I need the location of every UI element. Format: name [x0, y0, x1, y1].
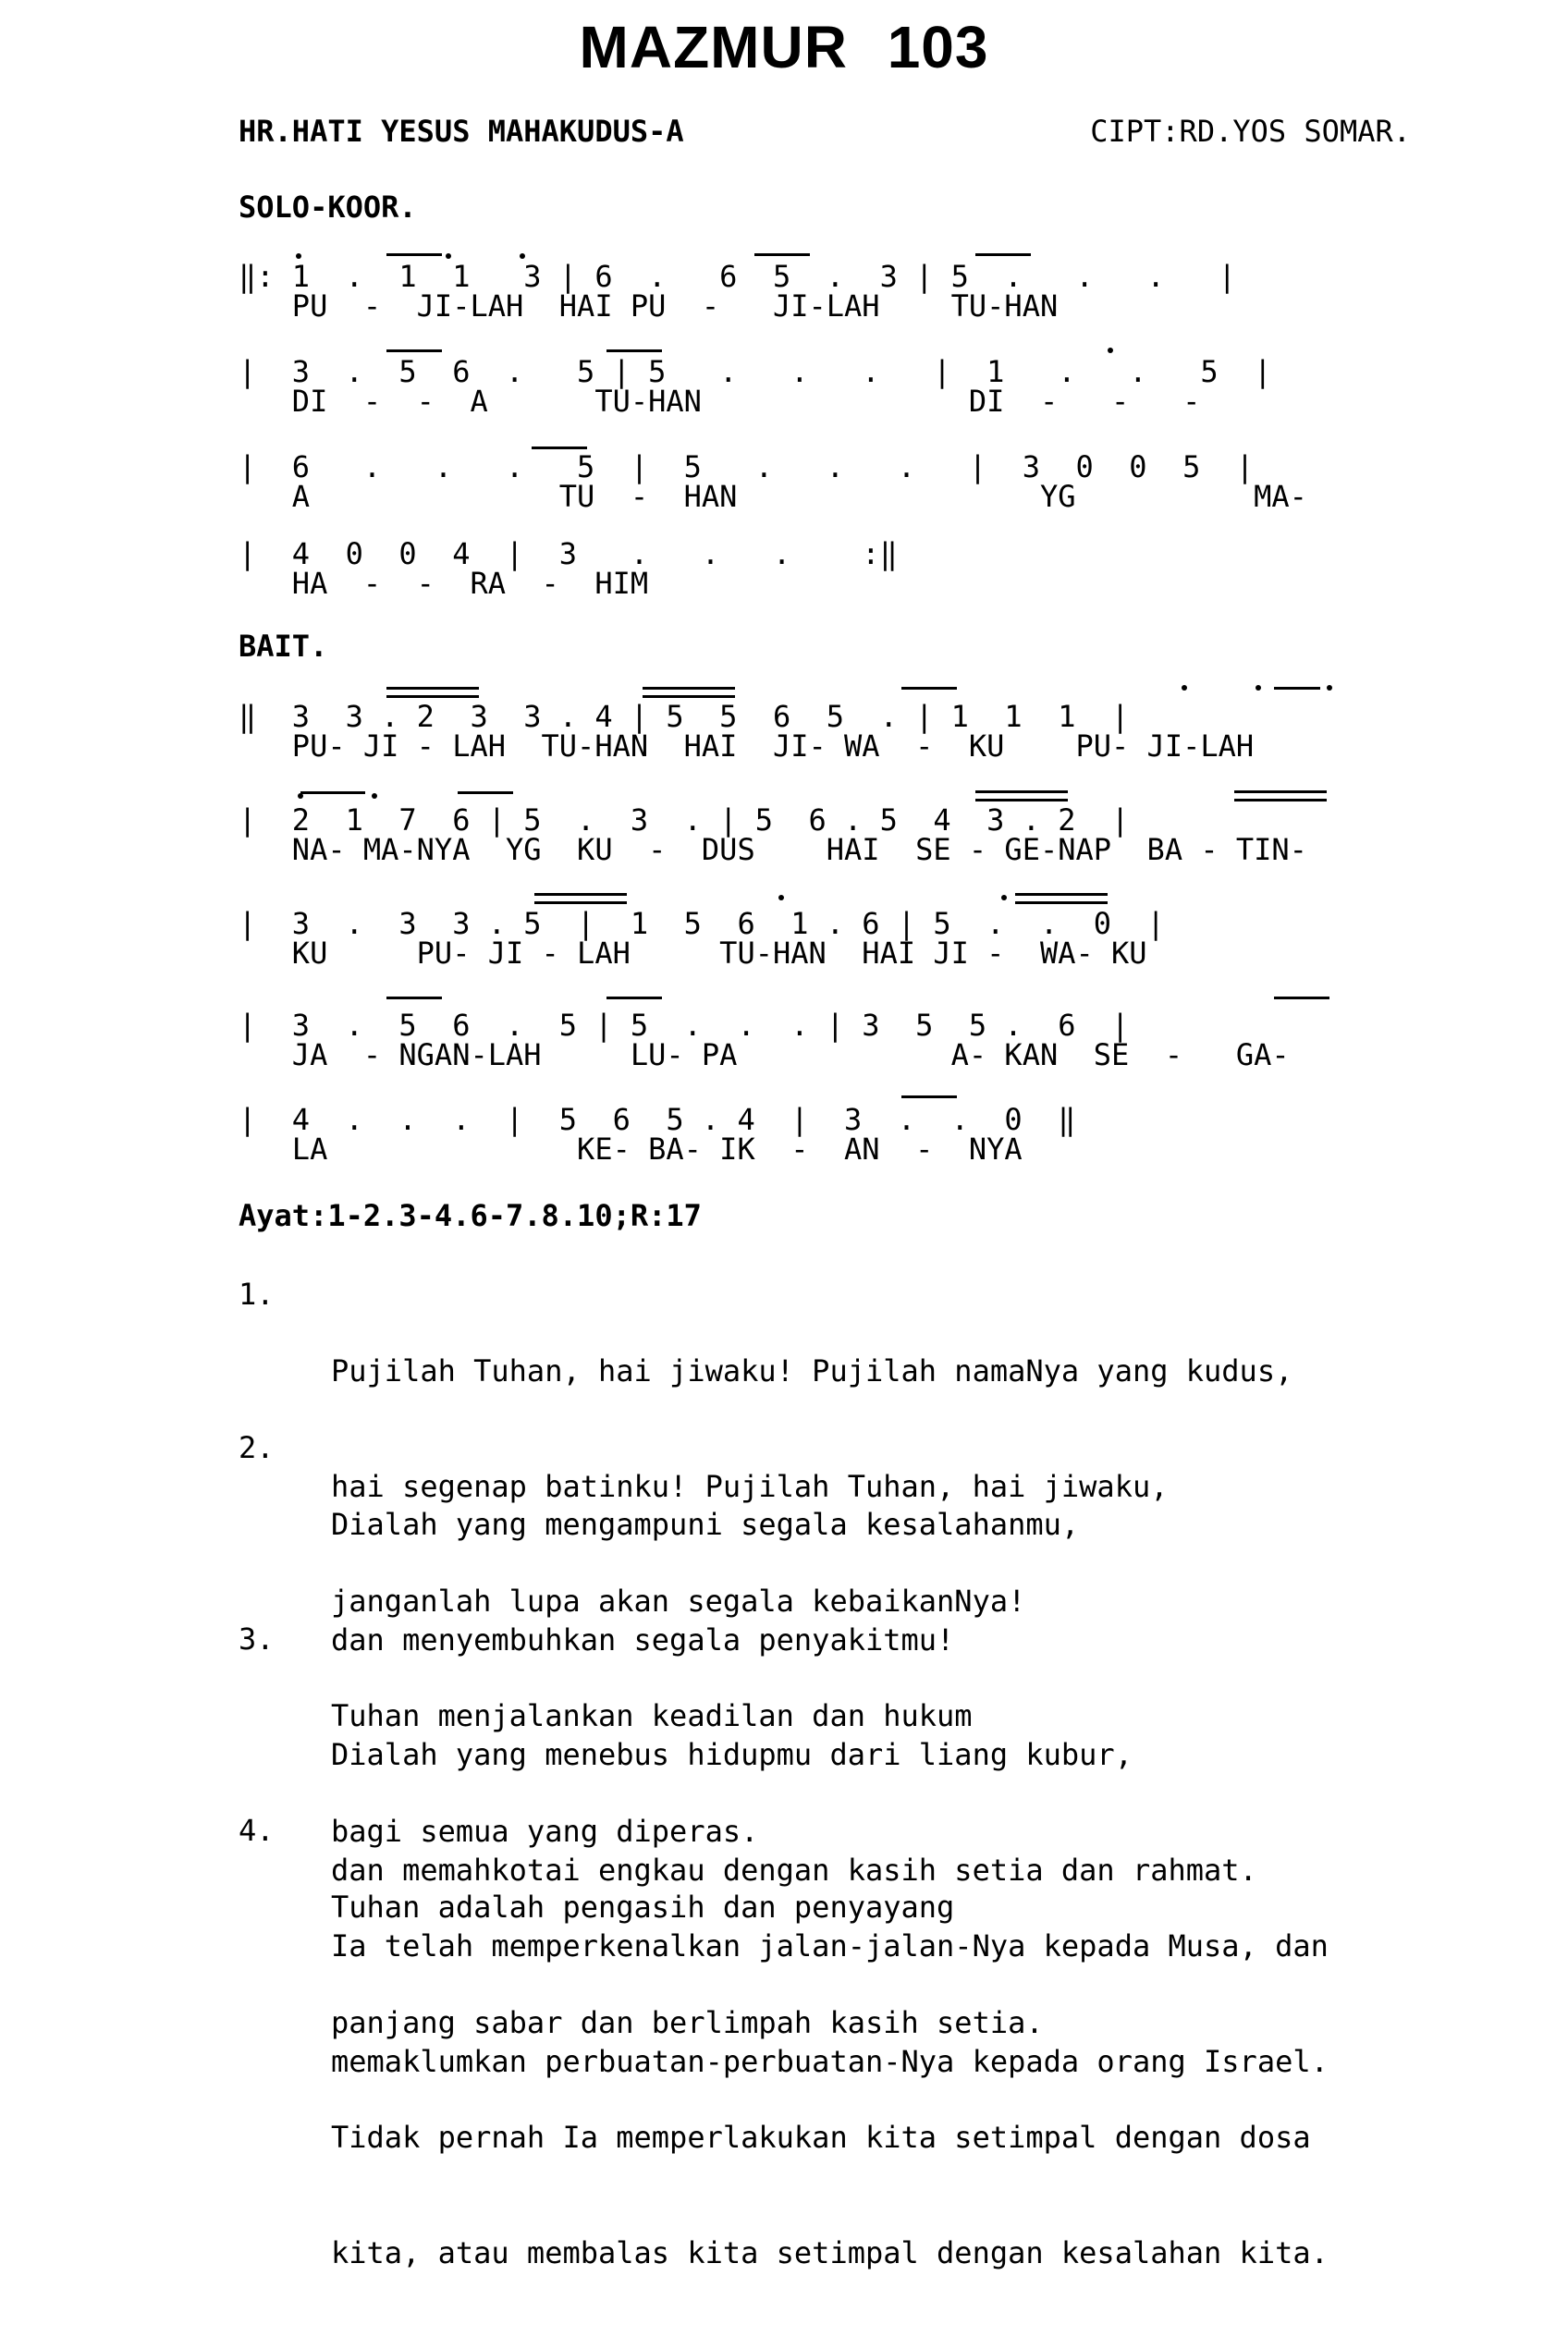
refrain-label: SOLO-KOOR. — [239, 190, 417, 225]
octave-dot — [1327, 685, 1332, 691]
ayat-label: Ayat:1-2.3-4.6-7.8.10;R:17 — [239, 1198, 702, 1233]
verse-number: 2. — [239, 1430, 275, 1465]
verse-line: bagi semua yang diperas. — [331, 1813, 759, 1849]
beam-mark — [458, 791, 513, 794]
lyric-row: LA KE- BA- IK - AN - NYA — [239, 1132, 1023, 1167]
beam-mark — [300, 791, 365, 794]
lyric-row: NA- MA-NYA YG KU - DUS HAI SE - GE-NAP BA - TIN- — [239, 832, 1307, 867]
notation-row: | 4 0 0 4 | 3 . . . :‖ — [239, 536, 898, 571]
verse-line: memaklumkan perbuatan-perbuatan-Nya kepada orang Israel. — [331, 2043, 1329, 2079]
verse-line: Pujilah Tuhan, hai jiwaku! Pujilah namaNya yang kudus, — [331, 1353, 1293, 1389]
beam-mark — [901, 1095, 957, 1098]
lyric-row: PU - JI-LAH HAI PU - JI-LAH TU-HAN — [239, 288, 1059, 324]
beam-mark — [901, 687, 957, 690]
octave-dot — [1182, 685, 1187, 691]
beam-mark — [386, 695, 479, 698]
page-title: MAZMUR 103 — [579, 14, 989, 80]
beam-mark — [1234, 790, 1327, 793]
verse-line: Tuhan adalah pengasih dan penyayang — [331, 1890, 955, 1925]
notation-row: | 6 . . . 5 | 5 . . . | 3 0 0 5 | — [239, 449, 1255, 484]
beam-mark — [1234, 799, 1327, 801]
lyric-row: PU- JI - LAH TU-HAN HAI JI- WA - KU PU- JI-LAH — [239, 728, 1255, 764]
beam-mark — [386, 349, 442, 352]
beam-mark — [534, 893, 627, 896]
verse-section-label: BAIT. — [239, 629, 328, 664]
notation-row: ‖: 1 . 1 1 3 | 6 . 6 5 . 3 | 5 . . . | — [239, 259, 1236, 294]
beam-mark — [534, 901, 627, 904]
beam-mark — [606, 997, 662, 999]
octave-dot — [298, 793, 303, 799]
verse-number: 4. — [239, 1813, 275, 1848]
verse-line: janganlah lupa akan segala kebaikanNya! — [331, 1584, 1026, 1619]
beam-mark — [386, 253, 442, 256]
verse-line: Dialah yang menebus hidupmu dari liang kubur, — [331, 1737, 1133, 1772]
beam-mark — [643, 687, 735, 690]
octave-dot — [446, 253, 451, 259]
octave-dot — [778, 895, 784, 900]
verse-line: dan menyembuhkan segala penyakitmu! — [331, 1621, 955, 1658]
beam-mark — [754, 253, 810, 256]
notation-row: | 2 1 7 6 | 5 . 3 . | 5 6 . 5 4 3 . 2 | — [239, 802, 1130, 838]
verse-number: 1. — [239, 1277, 275, 1312]
octave-dot — [1256, 685, 1261, 691]
octave-dot — [296, 253, 301, 259]
lyric-row: HA - - RA - HIM — [239, 566, 649, 601]
lyric-row: A TU - HAN YG MA- — [239, 479, 1307, 514]
verse-line: dan memahkotai engkau dengan kasih setia dan rahmat. — [331, 1852, 1257, 1888]
beam-mark — [1274, 687, 1320, 690]
beam-mark — [1015, 901, 1108, 904]
beam-mark — [975, 253, 1031, 256]
notation-row: | 3 . 5 6 . 5 | 5 . . . | 1 . . 5 | — [239, 354, 1272, 389]
occasion-label: HR.HATI YESUS MAHAKUDUS-A — [239, 114, 684, 149]
beam-mark — [386, 687, 479, 690]
beam-mark — [606, 349, 662, 352]
octave-dot — [372, 793, 377, 799]
verse-line: Tidak pernah Ia memperlakukan kita setimpal dengan dosa — [331, 2120, 1311, 2155]
beam-mark — [975, 790, 1068, 793]
beam-mark — [643, 695, 735, 698]
verse-number: 3. — [239, 1621, 275, 1657]
verse-line: Ia telah memperkenalkan jalan-jalan-Nya kepada Musa, dan — [331, 1928, 1329, 1964]
lyric-row: KU PU- JI - LAH TU-HAN HAI JI - WA- KU — [239, 936, 1147, 971]
notation-row: | 3 . 5 6 . 5 | 5 . . . | 3 5 5 . 6 | — [239, 1008, 1130, 1043]
beam-mark — [1015, 893, 1108, 896]
beam-mark — [1274, 997, 1329, 999]
notation-row: | 3 . 3 3 . 5 | 1 5 6 1 . 6 | 5 . . 0 | — [239, 906, 1165, 941]
notation-row: ‖ 3 3 . 2 3 3 . 4 | 5 5 6 5 . | 1 1 1 | — [239, 699, 1130, 734]
notation-row: | 4 . . . | 5 6 5 . 4 | 3 . . 0 ‖ — [239, 1102, 1076, 1137]
lyric-row: JA - NGAN-LAH LU- PA A- KAN SE - GA- — [239, 1037, 1290, 1072]
beam-mark — [975, 799, 1068, 801]
octave-dot — [1108, 348, 1113, 353]
verse-line: Dialah yang mengampuni segala kesalahanmu, — [331, 1507, 1080, 1542]
octave-dot — [520, 253, 525, 259]
verse-line: panjang sabar dan berlimpah kasih setia. — [331, 2004, 1044, 2040]
octave-dot — [1001, 895, 1007, 900]
beam-mark — [532, 447, 587, 449]
composer-label: CIPT:RD.YOS SOMAR. — [1090, 114, 1411, 149]
verse-line: kita, atau membalas kita setimpal dengan kesalahan kita. — [331, 2234, 1329, 2270]
lyric-row: DI - - A TU-HAN DI - - - — [239, 384, 1201, 419]
verse-line: hai segenap batinku! Pujilah Tuhan, hai jiwaku, — [331, 1468, 1169, 1504]
verse-line: Tuhan menjalankan keadilan dan hukum — [331, 1698, 973, 1733]
beam-mark — [386, 997, 442, 999]
